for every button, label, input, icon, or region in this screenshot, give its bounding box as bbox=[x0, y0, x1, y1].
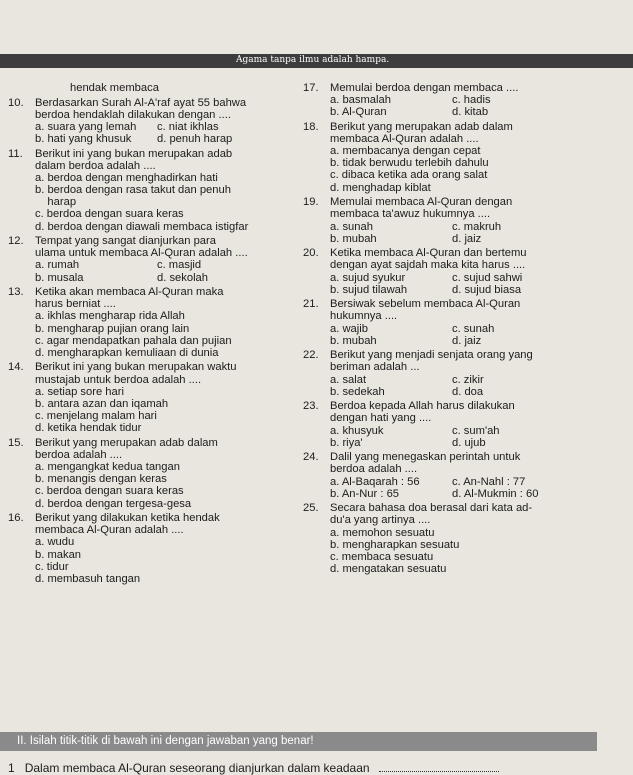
question-text: membaca Al-Quran adalah .... bbox=[35, 524, 184, 537]
question-stem: Berikut ini yang bukan merupakan waktu bbox=[35, 361, 237, 374]
question-stem: Dalil yang menegaskan perintah untuk bbox=[330, 451, 521, 464]
essay-question-1 bbox=[8, 761, 499, 775]
question-text: ulama untuk membaca Al-Quran adalah .... bbox=[35, 247, 248, 260]
section-ii-bar bbox=[0, 732, 597, 751]
answer-option[interactable]: a. sunah bbox=[330, 220, 373, 233]
answer-option[interactable]: d. Al-Mukmin : 60 bbox=[452, 487, 539, 500]
answer-option[interactable]: a. ikhlas mengharap rida Allah bbox=[35, 310, 185, 323]
question-12 bbox=[8, 235, 308, 284]
question-number: 21. bbox=[303, 298, 319, 311]
question-15 bbox=[8, 437, 308, 510]
question-text bbox=[303, 451, 628, 463]
question-text bbox=[303, 298, 628, 310]
question-text bbox=[303, 247, 628, 259]
answer-option[interactable]: c. dibaca ketika ada orang salat bbox=[330, 169, 488, 182]
question-text bbox=[8, 235, 308, 247]
question-text bbox=[8, 361, 308, 373]
question-text: mustajab untuk berdoa adalah .... bbox=[35, 373, 202, 386]
question-16 bbox=[8, 512, 308, 585]
question-text bbox=[8, 97, 308, 109]
question-number: 17. bbox=[303, 82, 319, 94]
answer-option[interactable]: b. menangis dengan keras bbox=[35, 473, 167, 486]
answer-option[interactable]: b. sujud tilawah bbox=[330, 283, 408, 296]
answer-option[interactable]: d. membasuh tangan bbox=[35, 572, 141, 585]
answer-option[interactable]: b. musala bbox=[35, 271, 84, 284]
question-text bbox=[8, 286, 308, 298]
question-24 bbox=[303, 451, 628, 500]
answer-option[interactable]: a. membacanya dengan cepat bbox=[330, 145, 481, 158]
answer-option[interactable]: d. kitab bbox=[452, 106, 489, 119]
question-stem: Berikut ini yang bukan merupakan adab bbox=[35, 147, 233, 160]
answer-option[interactable]: b. berdoa dengan rasa takut dan penuh bbox=[35, 184, 231, 197]
question-text: dengan hati yang .... bbox=[330, 412, 432, 425]
question-20 bbox=[303, 247, 628, 296]
answer-option[interactable]: a. mengangkat kedua tangan bbox=[35, 461, 180, 474]
question-number: 10. bbox=[8, 96, 24, 109]
question-continuation bbox=[8, 82, 308, 94]
answer-option[interactable]: d. sekolah bbox=[157, 271, 208, 284]
question-stem: Ketika akan membaca Al-Quran maka bbox=[35, 286, 224, 299]
option-row bbox=[303, 94, 628, 106]
option-row bbox=[8, 121, 308, 133]
option-row bbox=[303, 221, 628, 233]
answer-option[interactable]: b. mubah bbox=[330, 232, 377, 245]
option-row bbox=[303, 488, 628, 500]
option-row bbox=[303, 476, 628, 488]
question-number: 13. bbox=[8, 286, 24, 299]
answer-option[interactable]: d. berdoa dengan diawali membaca istigfar bbox=[35, 220, 249, 233]
question-text bbox=[8, 437, 308, 449]
question-23 bbox=[303, 400, 628, 449]
question-text: beriman adalah ... bbox=[330, 361, 420, 374]
answer-option[interactable]: d. mengatakan sesuatu bbox=[330, 563, 447, 576]
question-14 bbox=[8, 361, 308, 434]
question-text: berdoa adalah .... bbox=[35, 448, 123, 461]
question-number: 18. bbox=[303, 120, 319, 133]
question-stem: Berikut yang merupakan adab dalam bbox=[35, 436, 218, 449]
header-bar bbox=[0, 54, 633, 68]
question-stem: Berdoa kepada Allah harus dilakukan bbox=[330, 400, 515, 413]
question-text: berdoa adalah .... bbox=[330, 463, 418, 476]
answer-option[interactable]: c. sunah bbox=[452, 322, 495, 335]
answer-option[interactable]: b. mengharap pujian orang lain bbox=[35, 322, 190, 335]
right-column bbox=[303, 82, 628, 578]
question-11 bbox=[8, 148, 308, 233]
left-column bbox=[8, 82, 308, 587]
answer-option[interactable]: d. menghadap kiblat bbox=[330, 181, 431, 194]
question-13 bbox=[8, 286, 308, 359]
answer-option[interactable]: c. sum'ah bbox=[452, 424, 500, 437]
answer-option[interactable]: d. mengharapkan kemuliaan di dunia bbox=[35, 346, 219, 359]
question-stem: Ketika membaca Al-Quran dan bertemu bbox=[330, 247, 527, 260]
answer-option[interactable]: b. hati yang khusuk bbox=[35, 133, 132, 146]
answer-option[interactable]: b. mubah bbox=[330, 334, 377, 347]
answer-option[interactable]: b. makan bbox=[35, 548, 82, 561]
answer-option[interactable]: c. berdoa dengan suara keras bbox=[35, 485, 184, 498]
question-18 bbox=[303, 121, 628, 194]
question-stem: Tempat yang sangat dianjurkan para bbox=[35, 235, 216, 248]
question-stem: Berikut yang dilakukan ketika hendak bbox=[35, 512, 220, 525]
question-text bbox=[303, 349, 628, 361]
question-text: harus berniat .... bbox=[35, 298, 116, 311]
option-row bbox=[303, 284, 628, 296]
question-text: hendak membaca bbox=[70, 82, 159, 94]
answer-option[interactable]: c. zikir bbox=[452, 373, 484, 386]
question-19 bbox=[303, 196, 628, 245]
answer-option[interactable]: c. makruh bbox=[452, 220, 502, 233]
option-row bbox=[8, 133, 308, 145]
question-number: 19. bbox=[303, 196, 319, 209]
answer-option[interactable]: c. masjid bbox=[157, 259, 202, 272]
question-21 bbox=[303, 298, 628, 347]
question-number: 15. bbox=[8, 436, 24, 449]
question-stem: Bersiwak sebelum membaca Al-Quran bbox=[330, 298, 521, 311]
option-row bbox=[303, 233, 628, 245]
answer-option[interactable]: b. antara azan dan iqamah bbox=[35, 397, 169, 410]
answer-option[interactable]: c. agar mendapatkan pahala dan pujian bbox=[35, 334, 232, 347]
answer-option[interactable]: c. An-Nahl : 77 bbox=[452, 475, 526, 488]
question-stem: Secara bahasa doa berasal dari kata ad- bbox=[330, 502, 533, 515]
question-text: hukumnya .... bbox=[330, 310, 398, 323]
question-number: 20. bbox=[303, 247, 319, 260]
question-text bbox=[8, 148, 308, 160]
question-text bbox=[303, 502, 628, 514]
answer-option[interactable]: c. membaca sesuatu bbox=[330, 550, 434, 563]
question-number: 11. bbox=[8, 147, 23, 160]
question-text: membaca Al-Quran adalah .... bbox=[330, 133, 479, 146]
answer-option[interactable]: b. mengharapkan sesuatu bbox=[330, 538, 460, 551]
answer-option[interactable]: d. ketika hendak tidur bbox=[35, 422, 142, 435]
question-text bbox=[303, 82, 628, 94]
answer-option[interactable]: b. Al-Quran bbox=[330, 106, 387, 119]
answer-blank[interactable] bbox=[379, 771, 499, 772]
question-25 bbox=[303, 502, 628, 575]
answer-option[interactable]: d. jaiz bbox=[452, 334, 482, 347]
answer-option[interactable]: d. berdoa dengan tergesa-gesa bbox=[35, 497, 192, 510]
question-number: 14. bbox=[8, 361, 24, 374]
question-text: dalam berdoa adalah .... bbox=[35, 159, 156, 172]
answer-option[interactable]: c. tidur bbox=[35, 560, 69, 573]
answer-option[interactable]: c. berdoa dengan suara keras bbox=[35, 208, 184, 221]
question-text: berdoa hendaklah dilakukan dengan .... bbox=[35, 108, 231, 121]
answer-option[interactable]: harap bbox=[35, 196, 77, 209]
question-stem: Memulai berdoa dengan membaca .... bbox=[330, 82, 519, 94]
answer-option[interactable]: a. suara yang lemah bbox=[35, 120, 137, 133]
answer-option[interactable]: a. wajib bbox=[330, 322, 368, 335]
answer-option[interactable]: b. tidak berwudu terlebih dahulu bbox=[330, 157, 489, 170]
option-row bbox=[303, 323, 628, 335]
question-text: du'a yang artinya .... bbox=[330, 514, 431, 527]
answer-option[interactable]: d. jaiz bbox=[452, 232, 482, 245]
essay-number: 1 bbox=[8, 761, 15, 775]
option-row bbox=[303, 335, 628, 347]
question-text: dengan ayat sajdah maka kita harus .... bbox=[330, 259, 526, 272]
option-row bbox=[303, 374, 628, 386]
question-text: membaca ta'awuz hukumnya .... bbox=[330, 208, 491, 221]
answer-option[interactable]: c. sujud sahwi bbox=[452, 271, 523, 284]
answer-option[interactable]: c. menjelang malam hari bbox=[35, 410, 157, 423]
answer-option[interactable]: a. basmalah bbox=[330, 94, 391, 107]
question-10 bbox=[8, 97, 308, 146]
question-17 bbox=[303, 82, 628, 118]
answer-option[interactable]: a. setiap sore hari bbox=[35, 385, 124, 398]
question-text bbox=[303, 400, 628, 412]
option-row bbox=[303, 425, 628, 437]
question-number: 22. bbox=[303, 349, 319, 362]
answer-option[interactable]: a. berdoa dengan menghadirkan hati bbox=[35, 171, 218, 184]
question-text bbox=[8, 512, 308, 524]
option-row bbox=[303, 386, 628, 398]
option-row bbox=[8, 259, 308, 271]
essay-text: Dalam membaca Al-Quran seseorang dianjurkan dalam keadaan bbox=[24, 761, 370, 775]
question-text bbox=[303, 121, 628, 133]
question-stem: Berikut yang menjadi senjata orang yang bbox=[330, 349, 533, 362]
question-number: 23. bbox=[303, 400, 319, 413]
question-stem: Memulai membaca Al-Quran dengan bbox=[330, 196, 513, 209]
question-number: 25. bbox=[303, 502, 319, 515]
answer-option[interactable]: b. An-Nur : 65 bbox=[330, 487, 400, 500]
header-motto: Agama tanpa ilmu adalah hampa. bbox=[236, 55, 390, 65]
answer-option[interactable]: d. sujud biasa bbox=[452, 283, 522, 296]
question-22 bbox=[303, 349, 628, 398]
answer-option[interactable]: a. memohon sesuatu bbox=[330, 526, 435, 539]
answer-option[interactable]: d. doa bbox=[452, 385, 484, 398]
question-stem: Berikut yang merupakan adab dalam bbox=[330, 120, 513, 133]
question-text bbox=[303, 196, 628, 208]
answer-option[interactable]: a. Al-Baqarah : 56 bbox=[330, 475, 420, 488]
answer-option[interactable]: a. salat bbox=[330, 373, 367, 386]
answer-option[interactable]: d. penuh harap bbox=[157, 133, 233, 146]
option-row bbox=[303, 106, 628, 118]
option-row bbox=[8, 272, 308, 284]
question-number: 16. bbox=[8, 512, 24, 525]
answer-option[interactable]: a. rumah bbox=[35, 259, 80, 272]
answer-option[interactable]: a. wudu bbox=[35, 536, 75, 549]
question-stem: Berdasarkan Surah Al-A'raf ayat 55 bahwa bbox=[35, 96, 247, 109]
answer-option[interactable]: a. khusyuk bbox=[330, 424, 384, 437]
answer-option[interactable]: b. sedekah bbox=[330, 385, 385, 398]
question-number: 24. bbox=[303, 451, 319, 464]
question-number: 12. bbox=[8, 235, 24, 248]
option-row bbox=[303, 272, 628, 284]
option-row bbox=[303, 437, 628, 449]
answer-option[interactable]: c. niat ikhlas bbox=[157, 120, 219, 133]
answer-option[interactable]: a. sujud syukur bbox=[330, 271, 406, 284]
answer-option[interactable]: d. ujub bbox=[452, 436, 486, 449]
answer-option[interactable]: b. riya' bbox=[330, 436, 363, 449]
section-ii-instruction: II. Isilah titik-titik di bawah ini dengan jawaban yang benar! bbox=[17, 735, 314, 747]
answer-option[interactable]: c. hadis bbox=[452, 94, 491, 107]
